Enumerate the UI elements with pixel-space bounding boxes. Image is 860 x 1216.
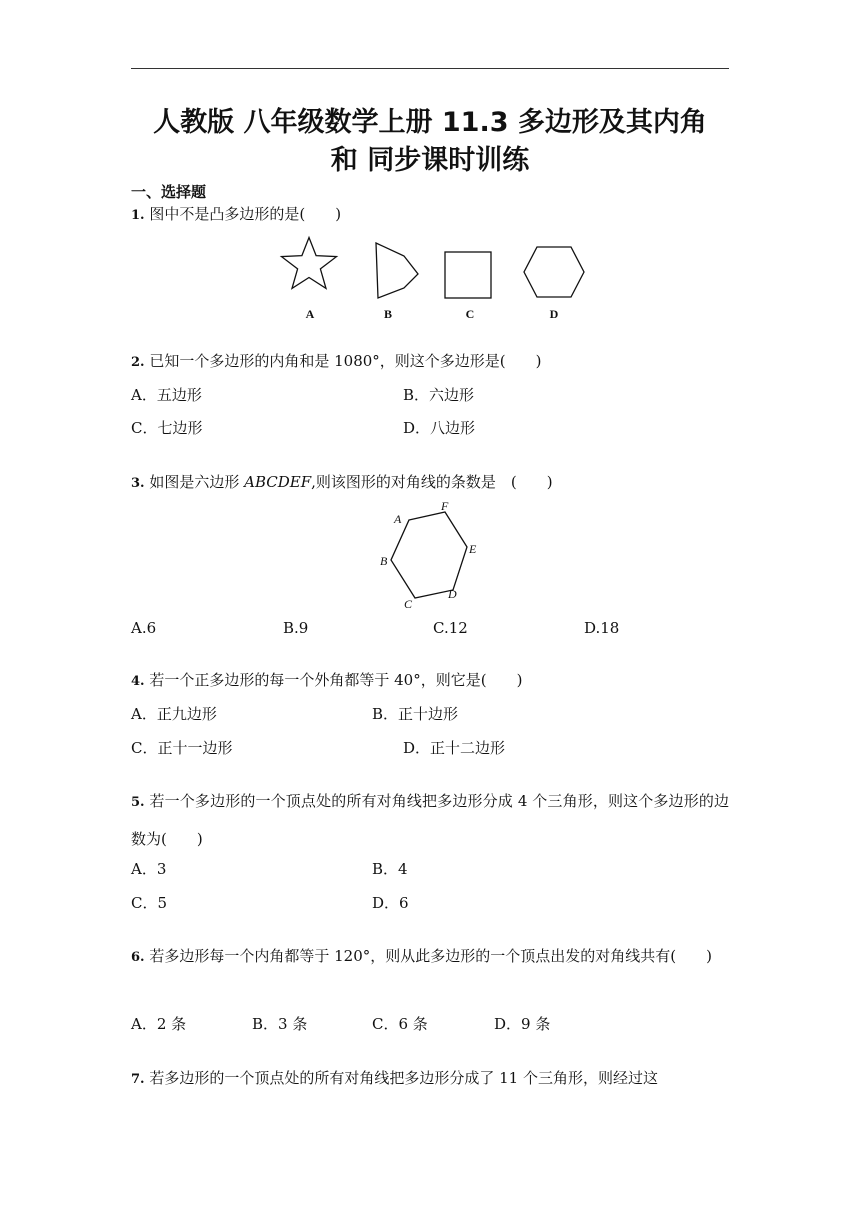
square-shape <box>445 252 491 298</box>
option-c: C．5 <box>131 894 168 912</box>
option-b: B．六边形 <box>403 386 475 404</box>
vertex-label-e: E <box>469 542 477 556</box>
question-number: 2. <box>131 355 145 370</box>
star-shape <box>282 238 337 289</box>
option-d: D.18 <box>584 619 620 637</box>
question-7 <box>131 1068 658 1090</box>
option-a: A．3 <box>131 860 167 878</box>
vertex-label-a: A <box>394 512 402 526</box>
pentagon-shape <box>376 243 418 298</box>
question-text: 若多边形每一个内角都等于 120°，则从此多边形的一个顶点出发的对角线共有( ) <box>149 947 712 965</box>
title-line-2: 和 同步课时训练 <box>330 145 530 176</box>
question-number: 7. <box>131 1072 145 1087</box>
hexagon-abcdef <box>391 512 467 598</box>
question-text: 已知一个多边形的内角和是 1080°，则这个多边形是( ) <box>149 352 542 370</box>
vertex-label-c: C <box>404 597 413 611</box>
option-a: A．五边形 <box>131 386 202 404</box>
q1-figure <box>270 234 600 324</box>
option-a: A．2 条 <box>131 1015 187 1033</box>
figure-label-c: C <box>465 307 475 321</box>
question-number: 4. <box>131 674 145 689</box>
hexagon-figure <box>375 499 495 612</box>
question-number: 1. <box>131 208 145 223</box>
question-4 <box>131 670 522 692</box>
option-b: B．3 条 <box>252 1015 308 1033</box>
vertex-label-b: B <box>380 554 388 568</box>
page-title <box>131 104 729 180</box>
question-text: 若一个多边形的一个顶点处的所有对角线把多边形分成 4 个三角形，则这个多边形的边数为( ) <box>131 792 729 848</box>
section-heading: 一、选择题 <box>131 183 207 201</box>
vertex-label-d: D <box>448 587 457 601</box>
figure-label-a: A <box>305 307 315 321</box>
question-3 <box>131 472 553 494</box>
question-number: 3. <box>131 476 145 491</box>
question-1 <box>131 204 341 226</box>
option-b: B.9 <box>283 619 309 637</box>
option-d: D．9 条 <box>494 1015 551 1033</box>
question-2 <box>131 351 542 373</box>
question-text: 若一个正多边形的每一个外角都等于 40°，则它是( ) <box>149 671 523 689</box>
hexagon-shape <box>524 247 584 297</box>
option-a: A.6 <box>131 619 157 637</box>
option-c: C．正十一边形 <box>131 739 233 757</box>
option-d: D．6 <box>372 894 409 912</box>
question-number: 5. <box>131 795 145 810</box>
figure-label-b: B <box>383 307 393 321</box>
question-6 <box>131 938 729 976</box>
question-text-before: 如图是六边形 <box>149 473 245 491</box>
option-d: D．八边形 <box>403 419 476 437</box>
option-d: D．正十二边形 <box>403 739 506 757</box>
header-rule <box>131 68 729 69</box>
figure-label-d: D <box>549 307 559 321</box>
question-5 <box>131 783 729 857</box>
question-text: 图中不是凸多边形的是( ) <box>149 205 342 223</box>
option-b: B．正十边形 <box>372 705 459 723</box>
title-line-1: 人教版 八年级数学上册 11.3 多边形及其内角 <box>153 107 707 138</box>
question-text-after: ,则该图形的对角线的条数是 ( ) <box>311 473 553 491</box>
vertex-label-f: F <box>441 499 449 513</box>
option-b: B．4 <box>372 860 408 878</box>
question-number: 6. <box>131 950 145 965</box>
option-a: A．正九边形 <box>131 705 217 723</box>
option-c: C.12 <box>433 619 468 637</box>
question-text: 若多边形的一个顶点处的所有对角线把多边形分成了 11 个三角形，则经过这 <box>149 1069 658 1087</box>
option-c: C．6 条 <box>372 1015 428 1033</box>
option-c: C．七边形 <box>131 419 203 437</box>
hexagon-name: ABCDEF <box>244 473 312 491</box>
